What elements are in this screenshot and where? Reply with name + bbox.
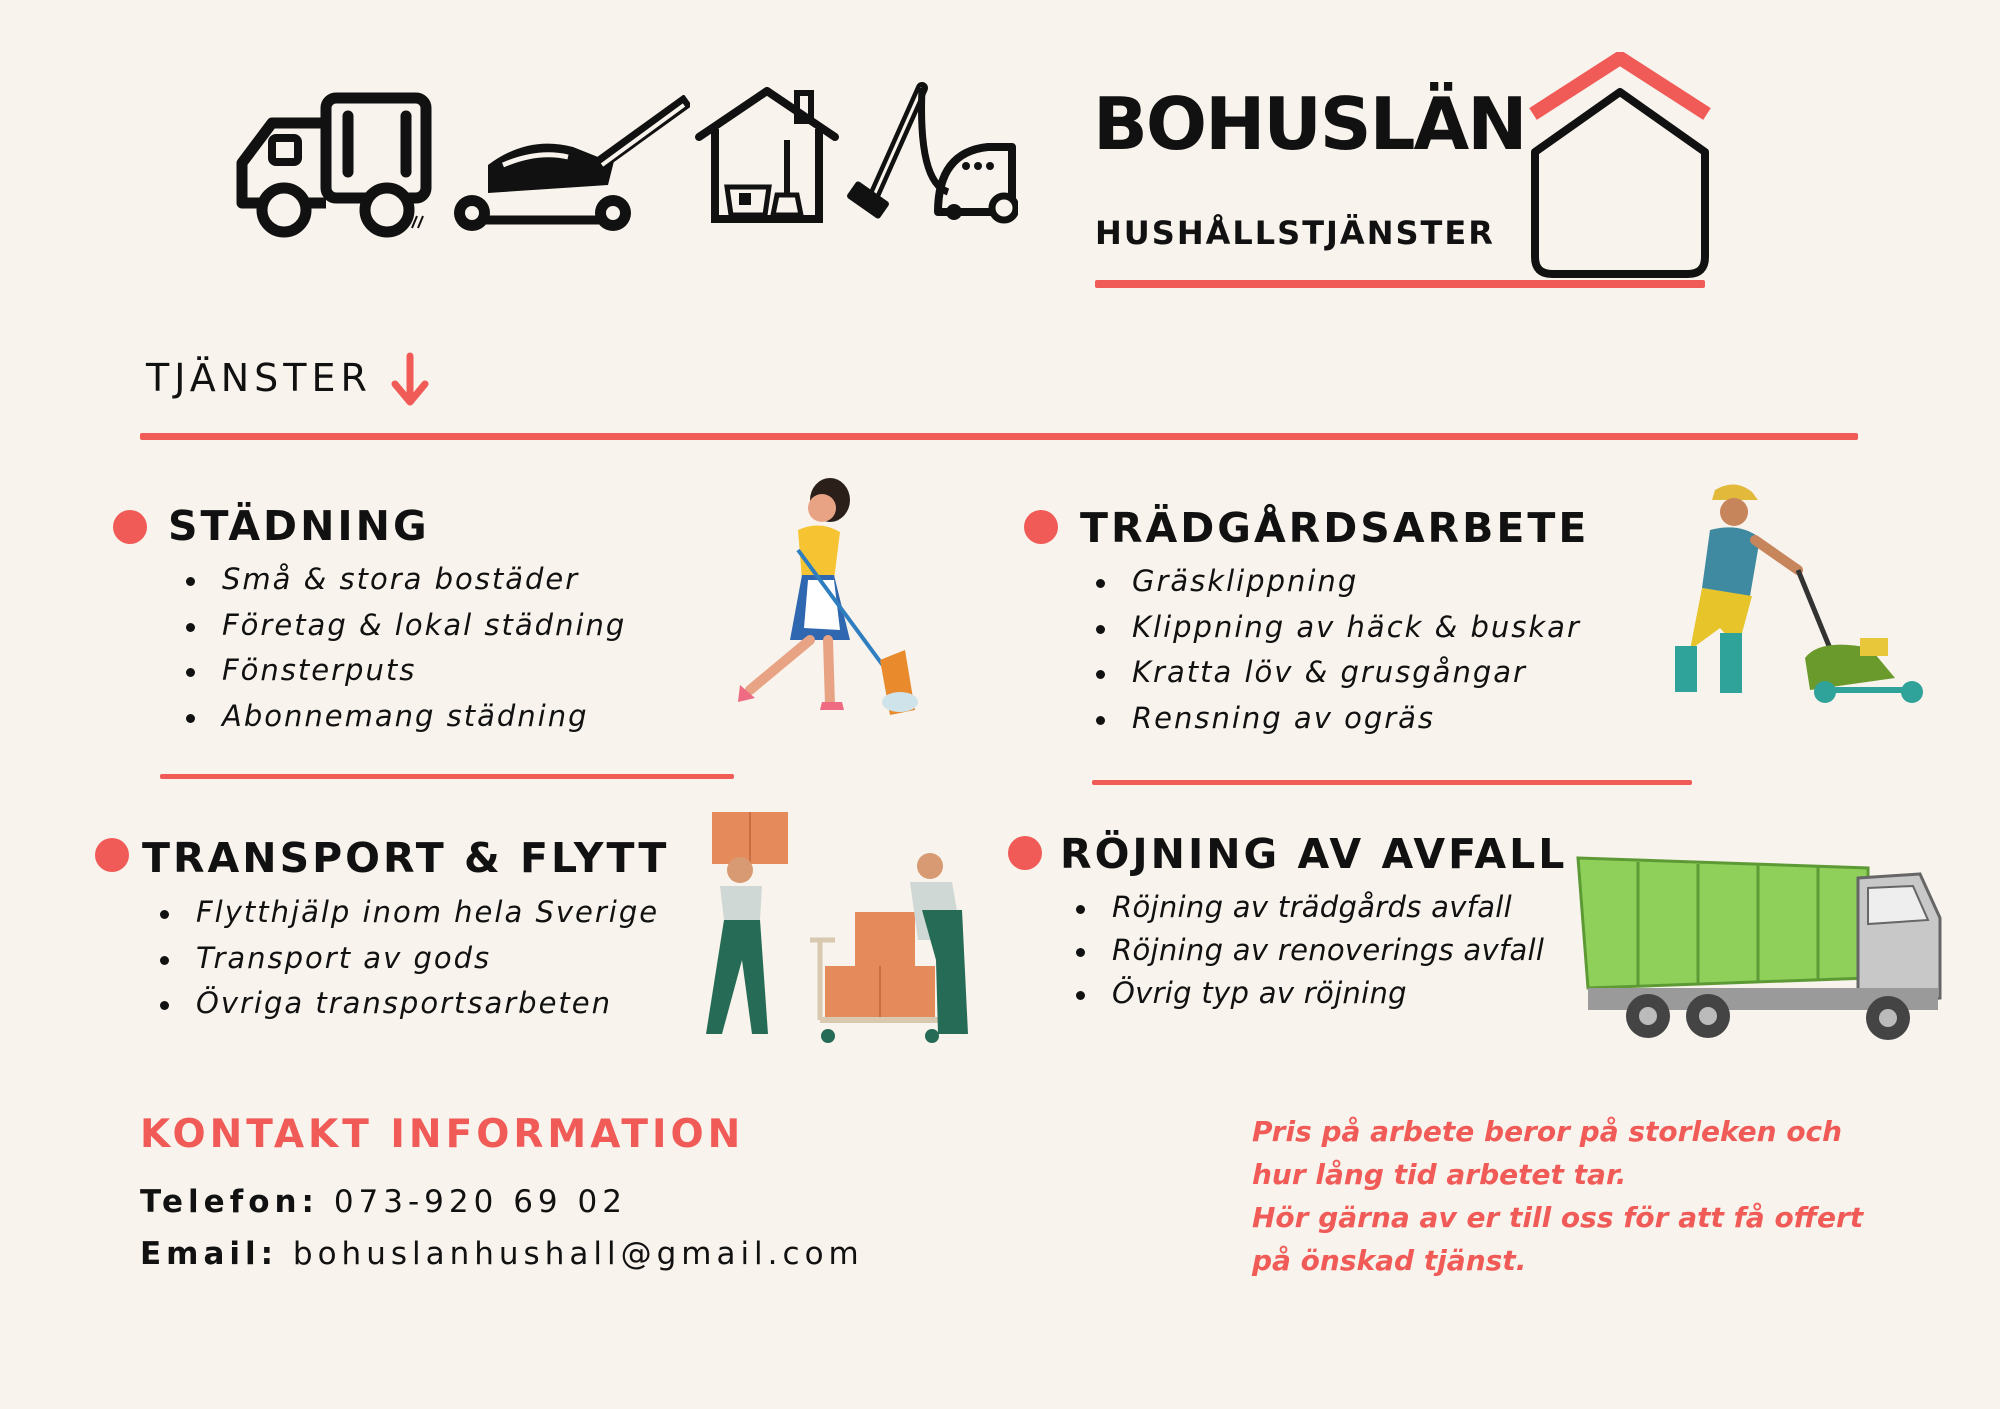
list-item: Flytthjälp inom hela Sverige [160, 890, 659, 936]
list-item: Gräsklippning [1096, 559, 1581, 605]
note-line: Hör gärna av er till oss för att få offert [1252, 1201, 1864, 1234]
list-item: Företag & lokal städning [186, 603, 626, 649]
list-item: Små & stora bostäder [186, 557, 626, 603]
bullet-dot [1008, 836, 1042, 870]
service-title-rojning: RÖJNING AV AVFALL [1060, 830, 1568, 878]
note-line: på önskad tjänst. [1252, 1244, 1527, 1277]
list-item: Röjning av renoverings avfall [1076, 929, 1544, 972]
brand-tagline: HUSHÅLLSTJÄNSTER [1095, 214, 1495, 252]
email-address: bohuslanhushall@gmail.com [292, 1236, 864, 1272]
bullet-dot [113, 510, 147, 544]
service-list-tradgardsarbete [1096, 559, 1581, 741]
service-list-stadning [186, 557, 626, 739]
garbage-truck-illustration [1568, 838, 1948, 1050]
service-title-tradgardsarbete: TRÄDGÅRDSARBETE [1080, 504, 1590, 552]
list-item: Kratta löv & grusgångar [1096, 650, 1581, 696]
bullet-dot [95, 838, 129, 872]
note-line: Pris på arbete beror på storleken och [1252, 1115, 1843, 1148]
list-item: Abonnemang städning [186, 694, 626, 740]
list-item: Fönsterputs [186, 648, 626, 694]
phone-number: 073-920 69 02 [333, 1184, 627, 1220]
house-cleaning-icon [693, 85, 841, 225]
service-list-transport-flytt [160, 890, 659, 1027]
service-title-transport-flytt: TRANSPORT & FLYTT [142, 834, 670, 882]
section-heading: TJÄNSTER [146, 356, 372, 400]
down-arrow-icon [390, 352, 430, 408]
brand-name: BOHUSLÄN [1093, 82, 1526, 166]
list-item: Rensning av ogräs [1096, 696, 1581, 742]
gardener-illustration [1620, 478, 1930, 710]
lawn-mower-icon [448, 95, 690, 235]
list-item: Övriga transportsarbeten [160, 981, 659, 1027]
section-divider [140, 433, 1858, 440]
list-item: Röjning av trädgårds avfall [1076, 886, 1544, 929]
service-divider [160, 774, 734, 779]
vacuum-icon [838, 82, 1018, 230]
phone-label: Telefon: [140, 1184, 319, 1220]
movers-illustration [700, 810, 990, 1046]
service-title-stadning: STÄDNING [168, 502, 430, 550]
email-label: Email: [140, 1236, 279, 1272]
phone-line [140, 1184, 627, 1220]
service-list-rojning [1076, 886, 1544, 1015]
pricing-note [1252, 1110, 1972, 1282]
house-logo-icon [1525, 52, 1715, 282]
bullet-dot [1024, 510, 1058, 544]
truck-icon [232, 88, 442, 243]
cleaning-woman-illustration [710, 470, 920, 720]
list-item: Klippning av häck & buskar [1096, 605, 1581, 651]
service-divider [1092, 780, 1692, 785]
note-line: hur lång tid arbetet tar. [1252, 1158, 1627, 1191]
email-line [140, 1236, 864, 1272]
contact-heading: KONTAKT INFORMATION [140, 1112, 745, 1157]
list-item: Transport av gods [160, 936, 659, 982]
list-item: Övrig typ av röjning [1076, 972, 1544, 1015]
